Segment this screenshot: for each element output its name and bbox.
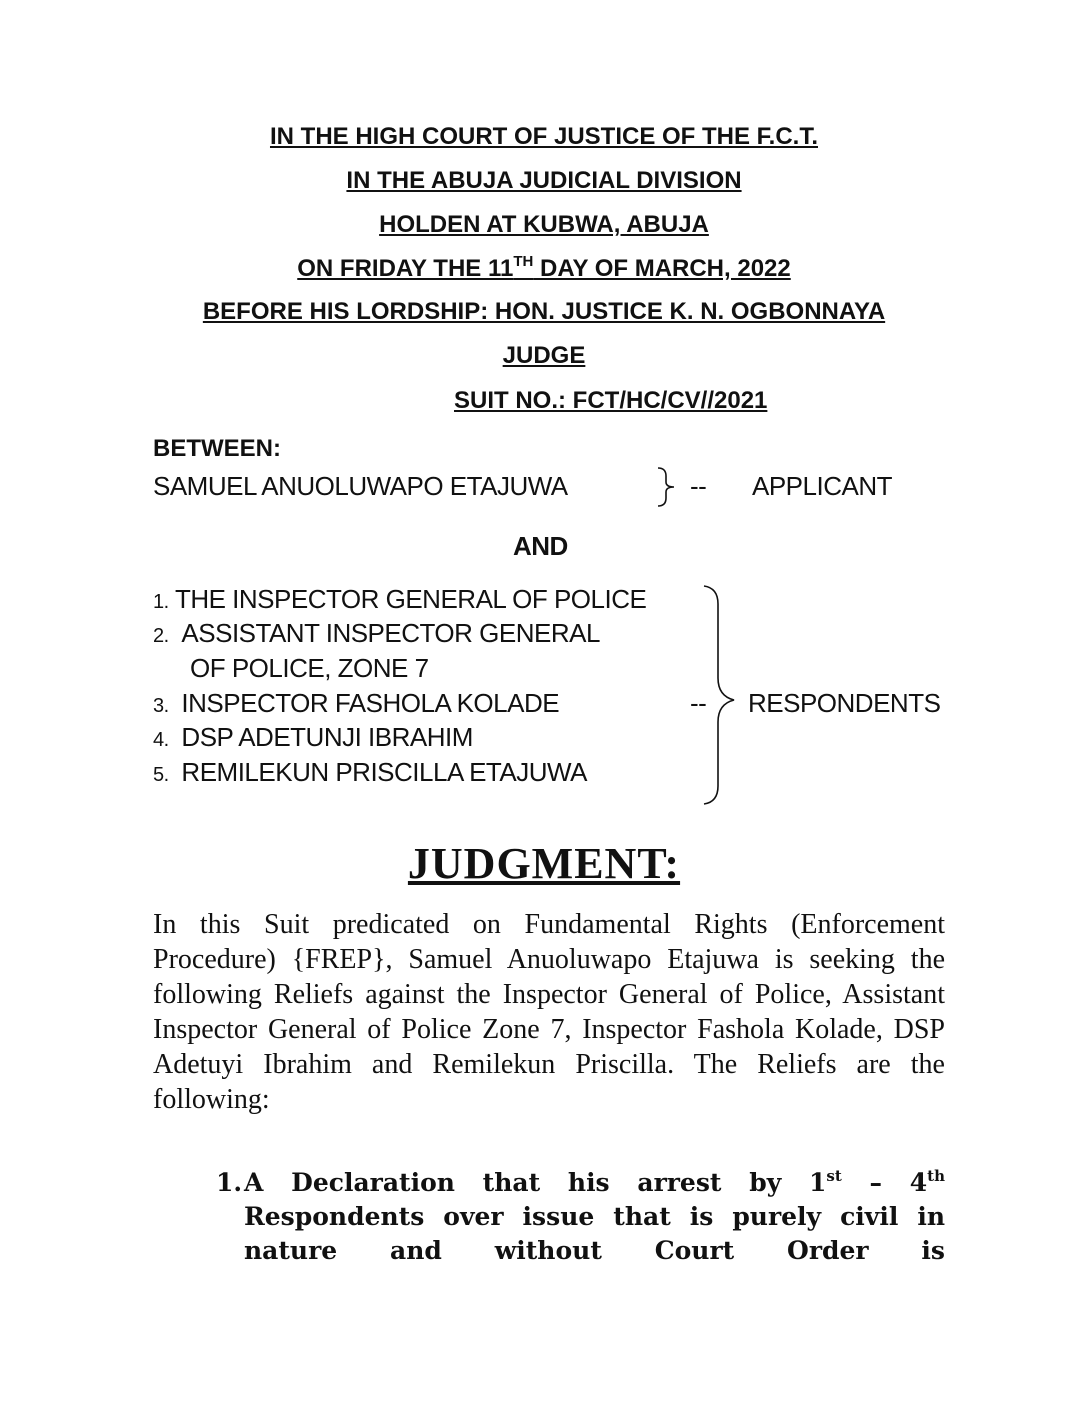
respondent-item-3 [153, 688, 559, 721]
respondents-label: RESPONDENTS [748, 688, 941, 718]
relief-text-b: – 4 [841, 1168, 928, 1197]
relief-text-a: A Declaration that his arrest by 1 [244, 1168, 827, 1197]
respondent-number: 5. [153, 764, 169, 786]
relief-line-2: Respondents over issue that is purely civil in [244, 1202, 945, 1231]
respondent-name: REMILEKUN PRISCILLA ETAJUWA [181, 757, 587, 787]
hearing-date-text: ON FRIDAY THE 11 [297, 255, 514, 282]
between-label: BETWEEN: [153, 435, 281, 462]
relief-sup-a: st [826, 1167, 842, 1185]
respondent-name: INSPECTOR FASHOLA KOLADE [181, 688, 560, 718]
date-ordinal: TH [513, 253, 534, 270]
respondent-number: 2. [153, 625, 169, 647]
judge-title: JUDGE [502, 342, 586, 369]
respondent-number: 4. [153, 729, 169, 751]
relief-sup-b: th [927, 1167, 945, 1185]
respondent-item-1 [153, 584, 646, 617]
hearing-date-rest: DAY OF MARCH, 2022 [533, 255, 791, 282]
respondent-number: 1. [153, 591, 169, 613]
relief-number: 1. [216, 1168, 243, 1197]
applicant-name: SAMUEL ANUOLUWAPO ETAJUWA [153, 471, 568, 501]
judgment-paragraph: In this Suit predicated on Fundamental Rights (Enforcement Procedure) {FREP}, Samuel Anuoluwapo Etajuwa is seeking the following Reliefs against the Inspector General of Police, Assistant Inspector General of Police Zone 7, Inspector Fashola Kolade, DSP Adetuyi Ibrahim and Remilekun Priscilla. The Reliefs are the following: [153, 909, 945, 1115]
respondent-item-2 [153, 618, 600, 651]
hearing-date [0, 254, 1088, 284]
relief-item-1 [216, 1166, 945, 1268]
respondents-dash: -- [690, 688, 707, 718]
respondent-name: ASSISTANT INSPECTOR GENERAL [181, 618, 600, 648]
applicant-dash: -- [690, 471, 707, 501]
suit-number: SUIT NO.: FCT/HC/CV//2021 [454, 387, 768, 414]
relief-line-1 [244, 1166, 945, 1200]
respondent-name: DSP ADETUNJI IBRAHIM [181, 722, 473, 752]
judicial-division: IN THE ABUJA JUDICIAL DIVISION [346, 167, 742, 194]
respondent-name: THE INSPECTOR GENERAL OF POLICE [174, 584, 647, 614]
applicant-label: APPLICANT [752, 471, 892, 501]
court-title: IN THE HIGH COURT OF JUSTICE OF THE F.C.T. [269, 123, 818, 150]
and-separator: AND [513, 531, 568, 561]
judgment-title: JUDGMENT: [407, 839, 681, 888]
respondent-item-4 [153, 722, 473, 755]
presiding-judge: BEFORE HIS LORDSHIP: HON. JUSTICE K. N. OGBONNAYA [202, 298, 886, 325]
holden-at: HOLDEN AT KUBWA, ABUJA [379, 211, 709, 238]
relief-line-3: nature and without Court Order is [244, 1236, 945, 1265]
respondent-number: 3. [153, 695, 169, 717]
respondent-item-5 [153, 757, 587, 790]
respondent-item-2-continued: OF POLICE, ZONE 7 [190, 653, 429, 683]
applicant-brace [652, 466, 682, 508]
